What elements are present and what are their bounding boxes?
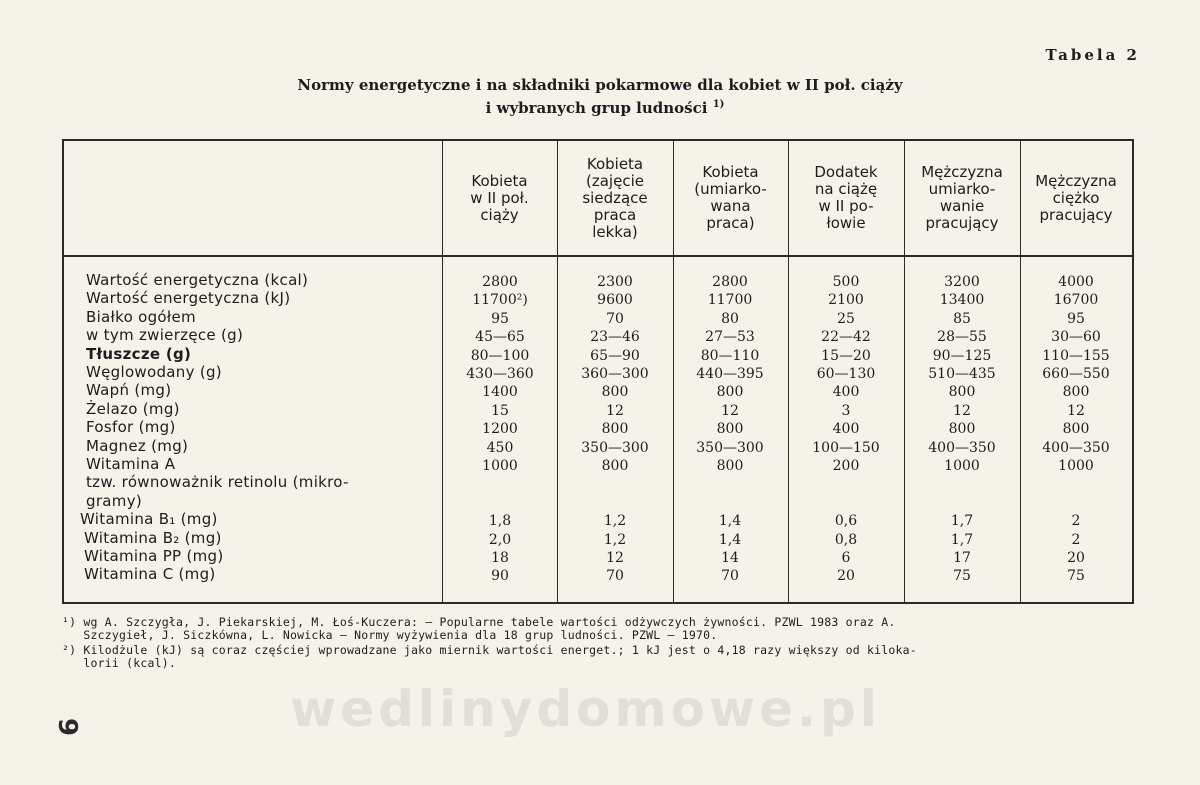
row-label: Witamina A — [86, 455, 176, 473]
table-cell: 30—60 — [1051, 329, 1101, 346]
title-line-2-wrap — [0, 95, 1200, 118]
table-cell: 85 — [953, 310, 971, 327]
table-cell: 400 — [832, 384, 860, 401]
table-cell: 12 — [606, 550, 624, 566]
table-cell: 3 — [841, 402, 851, 419]
table-cell: 800 — [1062, 384, 1090, 401]
table-cell: 3200 — [944, 274, 980, 290]
column-divider — [1020, 141, 1021, 602]
table-cell: 25 — [837, 310, 855, 327]
table-cell: 500 — [832, 274, 860, 290]
table-cell: 22—42 — [821, 329, 871, 346]
table-label: Tabela 2 — [1045, 46, 1140, 64]
table-cell: 11700 — [707, 292, 753, 309]
table-cell: 12 — [1067, 402, 1085, 419]
table-cell: 1000 — [1058, 458, 1094, 474]
column-header: Kobieta w II poł. ciąży — [470, 171, 529, 224]
table-cell: 440—395 — [696, 366, 764, 382]
table-cell: 70 — [721, 568, 739, 585]
table-cell: 9600 — [597, 292, 633, 309]
table-cell: 65—90 — [590, 347, 640, 364]
table-cell: 510—435 — [928, 366, 996, 382]
column-divider — [904, 141, 905, 602]
table-cell: 6 — [841, 550, 851, 566]
table-cell: 70 — [606, 310, 624, 327]
table-cell: 1,4 — [718, 513, 742, 530]
column-divider — [442, 141, 443, 602]
table-cell: 100—150 — [812, 439, 880, 456]
table-cell: 16700 — [1053, 292, 1099, 309]
table-cell: 400—350 — [1042, 439, 1110, 456]
table-header-row — [64, 141, 1132, 257]
table-cell: 800 — [601, 458, 629, 474]
table-cell: 23—46 — [590, 329, 640, 346]
table-cell: 0,6 — [834, 513, 858, 530]
table-cell: 660—550 — [1042, 366, 1110, 382]
footnote-line: lorii (kcal). — [62, 656, 176, 670]
row-label: Witamina C (mg) — [84, 565, 216, 584]
table-cell: 800 — [716, 384, 744, 401]
table-cell: 95 — [491, 310, 509, 327]
table-cell: 27—53 — [705, 329, 755, 346]
table-cell: 0,8 — [834, 531, 858, 548]
table-cell: 2 — [1071, 513, 1081, 530]
table-cell: 350—300 — [696, 439, 764, 456]
table-cell: 2800 — [712, 274, 748, 290]
table-cell: 800 — [601, 421, 629, 438]
table-title — [0, 76, 1200, 118]
row-label: Fosfor (mg) — [86, 418, 176, 437]
column-header: Kobieta (zajęcie siedzące praca lekka) — [582, 154, 648, 241]
table-cell: 360—300 — [581, 366, 649, 382]
table-cell: 20 — [1067, 550, 1085, 566]
table-cell: 60—130 — [816, 366, 876, 382]
table-cell: 400—350 — [928, 439, 996, 456]
table-cell: 70 — [606, 568, 624, 585]
title-footnote-ref: 1) — [712, 99, 725, 110]
table-cell: 800 — [716, 458, 744, 474]
table-cell: 15 — [491, 402, 509, 419]
row-label: w tym zwierzęce (g) — [86, 326, 244, 345]
table-cell: 450 — [486, 439, 514, 456]
table-cell: 2300 — [597, 274, 633, 290]
table-cell: 90 — [491, 568, 509, 585]
row-label: Białko ogółem — [86, 307, 196, 326]
row-label: tzw. równoważnik retinolu (mikro- — [86, 473, 349, 492]
title-line-1: Normy energetyczne i na składniki pokarmowe dla kobiet w II poł. ciąży — [297, 76, 903, 94]
table-cell: 13400 — [939, 292, 985, 309]
footnote-line: ¹) wg A. Szczygła, J. Piekarskiej, M. Łoś-Kuczera: — Popularne tabele wartości odżywczych żywności. PZWL 1983 oraz A. — [62, 615, 896, 629]
page-number: 9 — [52, 717, 83, 737]
table-cell: 1000 — [944, 458, 980, 474]
column-divider — [673, 141, 674, 602]
table-cell: 75 — [953, 568, 971, 585]
row-label: Węglowodany (g) — [86, 363, 222, 381]
row-label: gramy) — [86, 491, 143, 510]
table-cell: 28—55 — [937, 329, 987, 346]
table-cell: 90—125 — [932, 347, 992, 364]
row-label: Żelazo (mg) — [86, 399, 180, 418]
table-cell: 4000 — [1058, 274, 1094, 290]
table-cell: 1,2 — [603, 531, 627, 548]
table-cell: 2 — [1071, 531, 1081, 548]
table-cell: 430—360 — [466, 366, 534, 382]
table-cell: 1,4 — [718, 531, 742, 548]
column-header: Kobieta (umiarko- wana praca) — [694, 163, 767, 232]
table-cell: 80—110 — [700, 347, 760, 364]
table-cell: 80 — [721, 310, 739, 327]
table-cell: 110—155 — [1042, 347, 1110, 364]
table-cell: 800 — [948, 384, 976, 401]
table-cell: 2,0 — [488, 531, 512, 548]
table-cell: 15—20 — [821, 347, 871, 364]
table-cell: 75 — [1067, 568, 1085, 585]
watermark: wedlinydomowe.pl — [290, 680, 881, 738]
table-cell: 95 — [1067, 310, 1085, 327]
table-cell: 20 — [837, 568, 855, 585]
table-cell: 1,7 — [950, 513, 974, 530]
row-label: Tłuszcze (g) — [86, 344, 192, 363]
column-divider — [557, 141, 558, 602]
table-cell: 80—100 — [470, 347, 530, 364]
table-cell: 800 — [601, 384, 629, 401]
table-cell: 800 — [1062, 421, 1090, 438]
row-label: Wartość energetyczna (kcal) — [86, 271, 309, 289]
table-cell: 1,2 — [603, 513, 627, 530]
table-cell: 18 — [491, 550, 509, 566]
column-header: Mężczyzna ciężko pracujący — [1035, 171, 1117, 224]
column-divider — [788, 141, 789, 602]
footnote-line: Szczygieł, J. Siczkówna, L. Nowicka — Normy wyżywienia dla 18 grup ludności. PZWL — 1970. — [62, 628, 718, 642]
table-cell: 12 — [606, 402, 624, 419]
table-cell: 11700²) — [472, 292, 528, 309]
table-cell: 350—300 — [581, 439, 649, 456]
column-header: Mężczyzna umiarko- wanie pracujący — [921, 163, 1003, 232]
table-cell: 1,7 — [950, 531, 974, 548]
table-cell: 400 — [832, 421, 860, 438]
row-label: Wartość energetyczna (kJ) — [86, 289, 291, 308]
table-cell: 1400 — [482, 384, 518, 401]
table-cell: 1,8 — [488, 513, 512, 530]
nutrition-table — [62, 139, 1134, 604]
footnote-line: ²) Kilodżule (kJ) są coraz częściej wprowadzane jako miernik wartości energet.; 1 kJ jest o 4,18 razy większy od kiloka- — [62, 643, 917, 657]
table-cell: 12 — [953, 402, 971, 419]
table-cell: 45—65 — [475, 329, 525, 346]
row-label: Magnez (mg) — [86, 436, 189, 455]
table-cell: 12 — [721, 402, 739, 419]
table-cell: 800 — [716, 421, 744, 438]
row-label: Witamina B₂ (mg) — [84, 528, 222, 547]
title-line-2: i wybranych grup ludności — [485, 99, 708, 117]
table-cell: 1000 — [482, 458, 518, 474]
column-header: Dodatek na ciążę w II po- łowie — [814, 163, 878, 232]
table-cell: 1200 — [482, 421, 518, 438]
table-cell: 2100 — [828, 292, 864, 309]
table-cell: 800 — [948, 421, 976, 438]
row-label: Wapń (mg) — [86, 381, 172, 400]
table-cell: 17 — [953, 550, 971, 566]
table-cell: 14 — [721, 550, 739, 566]
table-cell: 200 — [832, 458, 860, 474]
table-cell: 2800 — [482, 274, 518, 290]
row-label: Witamina B₁ (mg) — [80, 510, 218, 529]
row-label: Witamina PP (mg) — [84, 547, 224, 565]
